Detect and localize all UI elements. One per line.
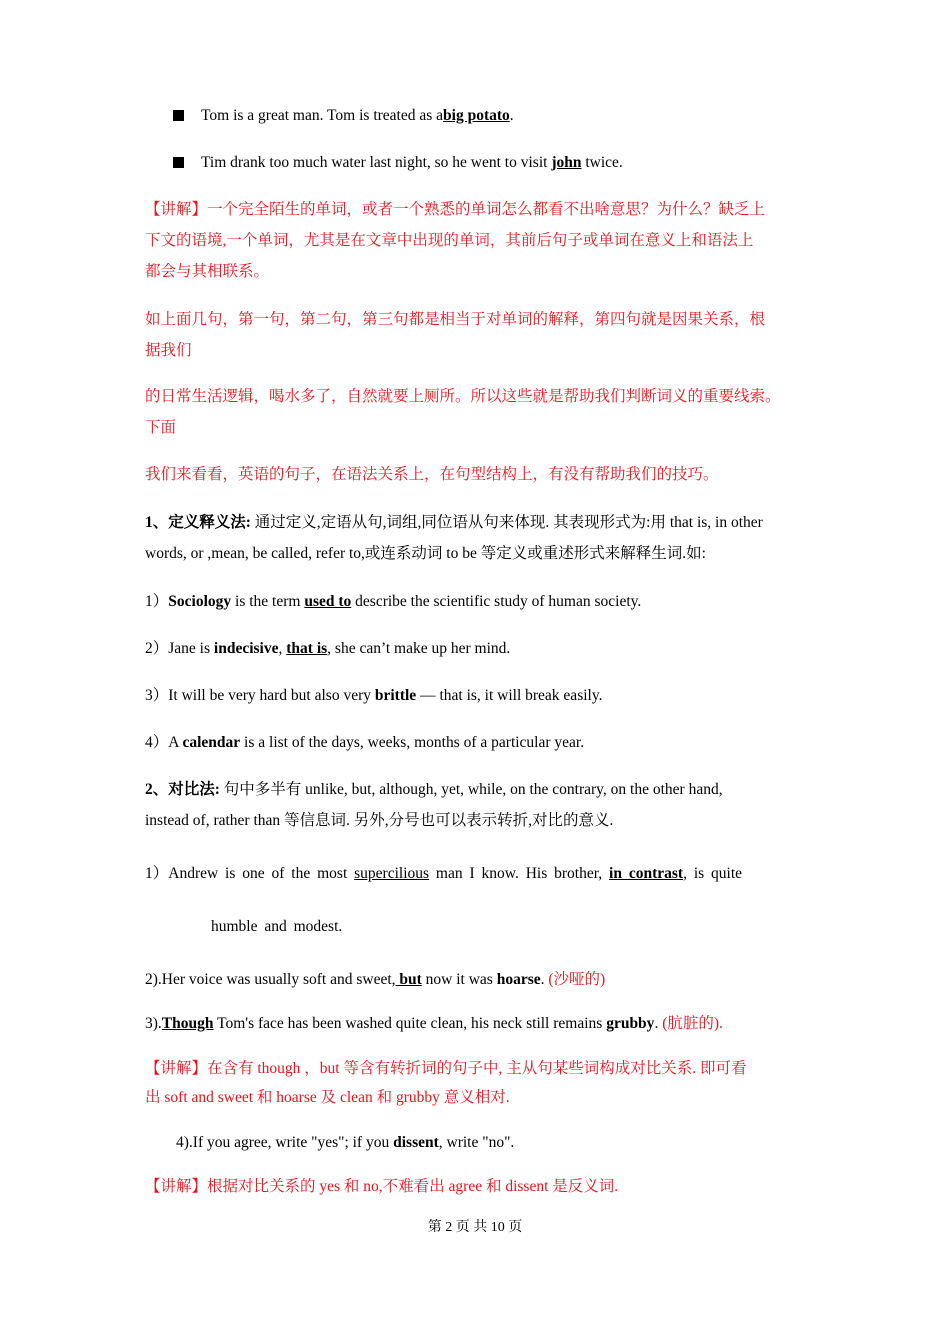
paragraph-line: 据我们 (145, 342, 192, 359)
section-title: 1、定义释义法: (145, 514, 251, 531)
section-1-line: words, or ,mean, be called, refer to,或连系动词 to be 等定义或重述形式来解释生词.如: (145, 545, 706, 562)
bullet-line-1: Tom is a great man. Tom is treated as abig potato. (201, 107, 514, 124)
explanation-line: 都会与其相联系。 (145, 263, 270, 280)
explanation-line: 【讲解】一个完全陌生的单词，或者一个熟悉的单词怎么都看不出啥意思？为什么？缺乏上 (145, 201, 766, 218)
example-line: 3）It will be very hard but also very brittle — that is, it will break easily. (145, 687, 603, 704)
example-line: 4）A calendar is a list of the days, weeks, months of a particular year. (145, 734, 585, 751)
keyword: big potato (443, 107, 510, 124)
explanation-line: 【讲解】根据对比关系的 yes 和 no,不难看出 agree 和 dissent 是反义词. (145, 1178, 619, 1195)
explanation-line: 出 soft and sweet 和 hoarse 及 clean 和 grubby 意义相对. (145, 1089, 510, 1106)
section-title: 2、对比法: (145, 781, 220, 798)
page-footer: 第 2 页 共 10 页 (427, 1220, 523, 1235)
paragraph-line: 的日常生活逻辑，喝水多了，自然就要上厕所。所以这些就是帮助我们判断词义的重要线索。 (145, 388, 781, 405)
bullet-square-icon (173, 110, 184, 121)
example-line: 1）Sociology is the term used to describe the scientific study of human society. (145, 593, 642, 610)
paragraph-line: 下面 (145, 419, 177, 436)
example-line: 3).Though Tom's face has been washed quite clean, his neck still remains grubby. (肮脏的). (145, 1015, 723, 1032)
bullet-line-2: Tim drank too much water last night, so he went to visit john twice. (201, 154, 623, 171)
paragraph-line: 如上面几句，第一句，第二句，第三句都是相当于对单词的解释，第四句就是因果关系，根 (145, 311, 766, 328)
explanation-line: 下文的语境,一个单词，尤其是在文章中出现的单词，其前后句子或单词在意义上和语法上 (145, 232, 754, 249)
example-line: humble and modest. (211, 918, 343, 935)
example-line: 4).If you agree, write "yes"; if you dissent, write "no". (176, 1134, 515, 1151)
section-1-line: 1、定义释义法: 通过定义,定语从句,词组,同位语从句来体现. 其表现形式为:用 that is, in other (145, 514, 763, 531)
bullet-square-icon (173, 157, 184, 168)
explanation-line: 【讲解】在含有 though ，but 等含有转折词的句子中, 主从句某些词构成对比关系. 即可看 (145, 1060, 747, 1077)
section-2-line: 2、对比法: 句中多半有 unlike, but, although, yet, while, on the contrary, on the other hand, (145, 781, 723, 798)
section-2-line: instead of, rather than 等信息词. 另外,分号也可以表示转折,对比的意义. (145, 812, 614, 829)
example-line: 1）Andrew is one of the most supercilious man I know. His brother, in contrast, is quite (145, 865, 743, 882)
paragraph-line: 我们来看看，英语的句子，在语法关系上，在句型结构上，有没有帮助我们的技巧。 (145, 466, 719, 483)
keyword: john (551, 154, 582, 171)
example-line: 2).Her voice was usually soft and sweet, but now it was hoarse. (沙哑的) (145, 971, 606, 988)
example-line: 2）Jane is indecisive, that is, she can’t make up her mind. (145, 640, 511, 657)
